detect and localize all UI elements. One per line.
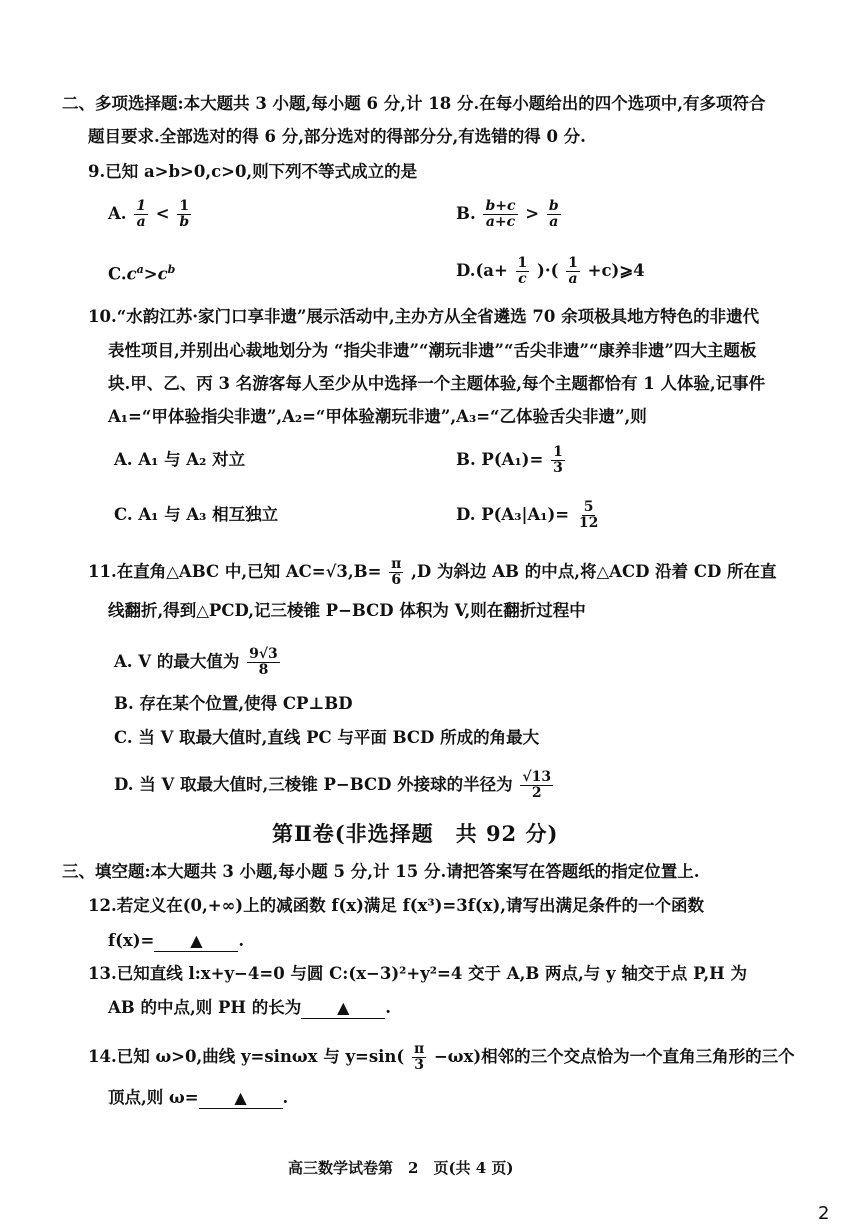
q12-answer-blank[interactable]: ▲	[154, 931, 238, 952]
q11-option-b: B. 存在某个位置,使得 CP⊥BD	[114, 694, 353, 713]
q13-line2: AB 的中点,则 PH 的长为 ▲ .	[108, 998, 391, 1017]
q14-line1: 14.已知 ω>0,曲线 y=sinωx 与 y=sin( $\frac{\pi}{3}$ −ωx)相邻的三个交点恰为一个直角三角形的三个	[88, 1041, 795, 1073]
q10-option-c: C. A₁ 与 A₃ 相互独立	[114, 505, 279, 524]
q9-option-c: $C.c^a>c^b$	[108, 263, 176, 284]
q12-line1: 12.若定义在(0,+∞)上的减函数 f(x)满足 f(x³)=3f(x),请写出满足条件的一个函数	[88, 896, 705, 915]
q14-line2: 顶点,则 ω= ▲ .	[108, 1088, 289, 1107]
q13-answer-blank[interactable]: ▲	[301, 998, 385, 1019]
q9-option-d: D.(a+ $\frac{1}{c}$ )·( $\frac{1}{a}$ +c)⩾4	[456, 255, 645, 287]
q10-line4: A₁=“甲体验指尖非遗”,A₂=“甲体验潮玩非遗”,A₃=“乙体验舌尖非遗”,则	[108, 407, 647, 426]
q11-line2: 线翻折,得到△PCD,记三棱锥 P−BCD 体积为 V,则在翻折过程中	[108, 601, 586, 620]
part2-title: 第Ⅱ卷(非选择题 共 92 分)	[272, 821, 559, 846]
q14-answer-blank[interactable]: ▲	[199, 1088, 283, 1109]
section2-heading-line1: 二、多项选择题:本大题共 3 小题,每小题 6 分,计 18 分.在每小题给出的四个选项中,有多项符合	[62, 94, 766, 113]
q10-option-b: B. P(A₁)= $\frac{1}{3}$	[456, 444, 563, 476]
q12-line2: f(x)= ▲ .	[108, 931, 245, 950]
q9-stem: 9.已知 a>b>0,c>0,则下列不等式成立的是	[88, 162, 418, 181]
q10-line2: 表性项目,并别出心裁地划分为 “指尖非遗”“潮玩非遗”“舌尖非遗”“康养非遗”四大主题板	[108, 341, 757, 360]
q13-line1: 13.已知直线 l:x+y−4=0 与圆 C:(x−3)²+y²=4 交于 A,B 两点,与 y 轴交于点 P,H 为	[88, 964, 747, 983]
q10-line1: 10.“水韵江苏·家门口享非遗”展示活动中,主办方从全省遴选 70 余项极具地方特色的非遗代	[88, 307, 760, 326]
q11-option-a: A. V 的最大值为 $\frac{9√3}{8}$	[114, 646, 278, 678]
q11-line1: 11.在直角△ABC 中,已知 AC=√3,B= $\frac{\pi}{6}$ ,D 为斜边 AB 的中点,将△ACD 沿着 CD 所在直	[88, 556, 777, 588]
q9-option-b: B. $\frac{b+c}{a+c}$ > $\frac{b}{a}$	[456, 198, 559, 230]
q9-option-a: A. $\frac{1}{a}$ < $\frac{1}{b}$	[108, 198, 190, 230]
q11-option-c: C. 当 V 取最大值时,直线 PC 与平面 BCD 所成的角最大	[114, 728, 540, 747]
q11-option-d: D. 当 V 取最大值时,三棱锥 P−BCD 外接球的半径为 $\frac{√13}{2}$	[114, 769, 552, 801]
q10-option-a: A. A₁ 与 A₂ 对立	[114, 450, 246, 469]
page-footer: 高三数学试卷第 2 页(共 4 页)	[288, 1159, 514, 1177]
section3-heading: 三、填空题:本大题共 3 小题,每小题 5 分,计 15 分.请把答案写在答题纸的指定位置上.	[62, 862, 700, 881]
q10-option-d: D. P(A₃|A₁)= $\frac{5}{12}$	[456, 499, 599, 531]
page-number: 2	[818, 1203, 830, 1224]
section2-heading-line2: 题目要求.全部选对的得 6 分,部分选对的得部分分,有选错的得 0 分.	[88, 127, 586, 146]
q10-line3: 块.甲、乙、丙 3 名游客每人至少从中选择一个主题体验,每个主题都恰有 1 人体验,记事件	[108, 374, 766, 393]
